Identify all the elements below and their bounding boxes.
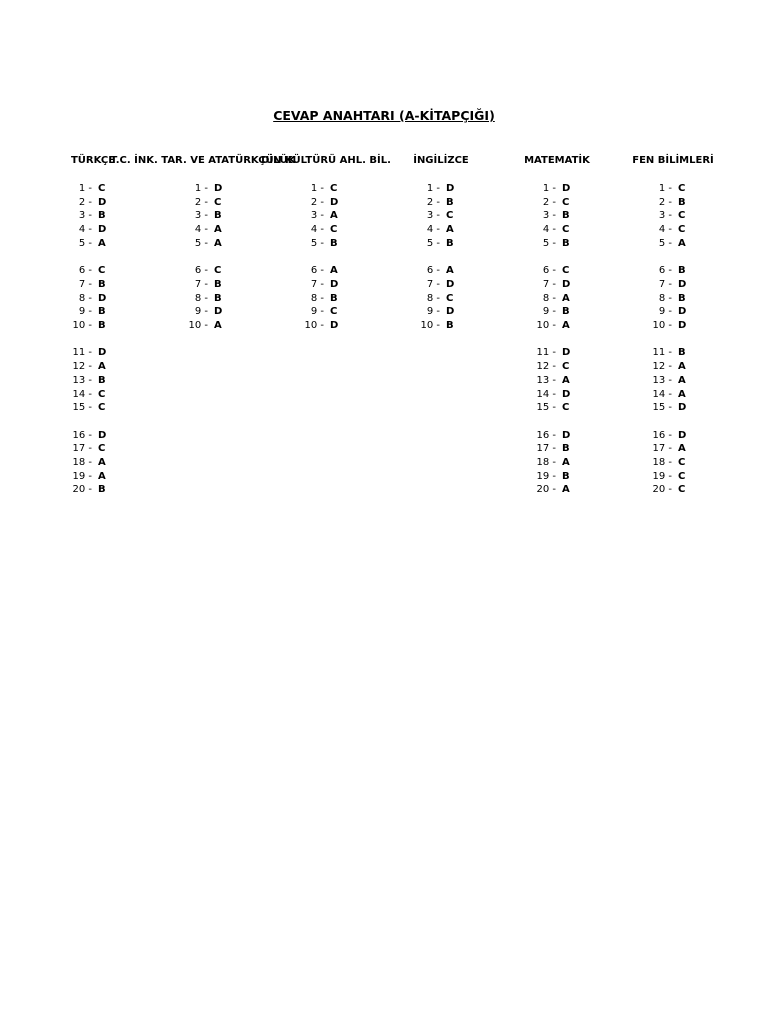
answer-letter: B	[214, 278, 222, 290]
answer-letter: A	[562, 292, 570, 304]
answer-letter: D	[562, 278, 571, 290]
answer-letter: A	[678, 388, 686, 400]
question-number: 8 -	[78, 292, 92, 304]
answer-row	[264, 264, 338, 278]
answer-row	[264, 223, 338, 237]
answer-letter: A	[446, 265, 454, 277]
answer-row	[264, 278, 339, 292]
answer-letter: C	[562, 224, 570, 236]
answer-row	[32, 429, 107, 443]
answer-row	[612, 442, 686, 456]
answer-letter: D	[98, 347, 107, 359]
answer-letter: B	[678, 196, 686, 208]
answer-row	[32, 374, 106, 388]
answer-row	[612, 237, 686, 251]
answer-letter: B	[446, 196, 454, 208]
answer-letter: C	[98, 183, 106, 194]
answer-letter: B	[98, 210, 106, 222]
answer-row	[496, 429, 571, 443]
answer-row	[496, 388, 571, 402]
question-number: 4 -	[426, 224, 440, 236]
question-number: 3 -	[658, 210, 672, 222]
question-number: 14 -	[536, 388, 556, 400]
answer-letter: D	[446, 183, 455, 194]
answer-row	[612, 209, 686, 223]
subject-header: İNGİLİZCE	[413, 155, 469, 166]
answer-row	[32, 223, 107, 237]
answer-row	[32, 319, 106, 333]
answer-row	[612, 470, 686, 484]
question-number: 19 -	[652, 470, 672, 482]
answer-row	[380, 223, 454, 237]
answer-row	[496, 264, 570, 278]
answer-row	[496, 319, 570, 333]
answer-letter: A	[330, 265, 338, 277]
question-number: 16 -	[72, 429, 92, 441]
answer-letter: B	[214, 292, 222, 304]
question-number: 9 -	[658, 306, 672, 318]
answer-letter: C	[678, 470, 686, 482]
answer-row	[148, 292, 222, 306]
answer-row	[612, 374, 686, 388]
answer-row	[32, 196, 107, 210]
question-number: 10 -	[652, 320, 672, 331]
question-number: 9 -	[78, 306, 92, 318]
question-number: 5 -	[194, 237, 208, 249]
answer-row	[148, 305, 223, 319]
question-number: 8 -	[194, 292, 208, 304]
question-number: 3 -	[310, 210, 324, 222]
question-number: 6 -	[426, 265, 440, 277]
answer-letter: B	[678, 265, 686, 277]
answer-letter: A	[98, 237, 106, 249]
answer-letter: B	[98, 306, 106, 318]
question-number: 20 -	[652, 484, 672, 496]
answer-letter: A	[98, 457, 106, 468]
question-number: 7 -	[426, 278, 440, 290]
answer-letter: C	[98, 265, 106, 277]
answer-row	[496, 470, 570, 484]
answer-letter: D	[678, 278, 687, 290]
answer-row	[380, 305, 455, 319]
answer-letter: B	[330, 292, 338, 304]
answer-row	[32, 388, 106, 402]
question-number: 3 -	[426, 210, 440, 222]
answer-letter: C	[562, 361, 570, 373]
question-number: 5 -	[658, 237, 672, 249]
answer-row	[612, 346, 686, 360]
answer-letter: B	[98, 278, 106, 290]
question-number: 18 -	[72, 457, 92, 468]
answer-letter: B	[446, 320, 454, 331]
answer-letter: A	[562, 374, 570, 386]
answer-row	[32, 292, 107, 306]
subject-header: DİN KÜLTÜRÜ AHL. BİL.	[261, 155, 391, 166]
answer-row	[32, 401, 106, 415]
answer-row	[612, 196, 686, 210]
answer-row	[264, 237, 338, 251]
answer-row	[380, 196, 454, 210]
question-number: 10 -	[188, 320, 208, 331]
answer-row	[264, 305, 338, 319]
answer-row	[148, 278, 222, 292]
answer-row	[496, 182, 571, 196]
subject-header: MATEMATİK	[524, 155, 590, 166]
answer-letter: D	[330, 320, 339, 331]
answer-row	[264, 292, 338, 306]
answer-letter: A	[214, 320, 222, 331]
question-number: 14 -	[652, 388, 672, 400]
answer-letter: A	[562, 320, 570, 331]
answer-letter: A	[214, 237, 222, 249]
answer-letter: D	[678, 320, 687, 331]
answer-letter: C	[446, 292, 454, 304]
answer-letter: A	[98, 361, 106, 373]
question-number: 6 -	[194, 265, 208, 277]
question-number: 4 -	[194, 224, 208, 236]
question-number: 6 -	[542, 265, 556, 277]
answer-row	[496, 278, 571, 292]
answer-row	[612, 292, 686, 306]
answer-letter: B	[562, 443, 570, 455]
question-number: 1 -	[194, 183, 208, 194]
answer-row	[612, 182, 686, 196]
question-number: 9 -	[542, 306, 556, 318]
subject-header: TÜRKÇE	[70, 155, 116, 166]
answer-row	[148, 196, 222, 210]
question-number: 4 -	[658, 224, 672, 236]
question-number: 9 -	[426, 306, 440, 318]
answer-row	[380, 264, 454, 278]
answer-row	[32, 483, 106, 497]
answer-row	[612, 223, 686, 237]
answer-letter: C	[214, 196, 222, 208]
answer-letter: D	[562, 429, 571, 441]
question-number: 8 -	[426, 292, 440, 304]
answer-letter: D	[678, 429, 687, 441]
subject-header: FEN BİLİMLERİ	[632, 155, 714, 166]
answer-row	[496, 346, 571, 360]
answer-row	[380, 319, 454, 333]
answer-row	[32, 346, 107, 360]
answer-letter: B	[98, 374, 106, 386]
answer-row	[32, 237, 106, 251]
question-number: 2 -	[78, 196, 92, 208]
answer-row	[496, 374, 570, 388]
answer-row	[612, 360, 686, 374]
answer-letter: C	[214, 265, 222, 277]
question-number: 6 -	[310, 265, 324, 277]
question-number: 9 -	[194, 306, 208, 318]
answer-letter: C	[562, 402, 570, 414]
question-number: 14 -	[72, 388, 92, 400]
question-number: 1 -	[310, 183, 324, 194]
answer-row	[32, 209, 106, 223]
question-number: 8 -	[542, 292, 556, 304]
answer-letter: B	[330, 237, 338, 249]
question-number: 11 -	[536, 347, 556, 359]
answer-row	[32, 278, 106, 292]
answer-letter: C	[678, 183, 686, 194]
answer-row	[32, 456, 106, 470]
question-number: 13 -	[652, 374, 672, 386]
question-number: 4 -	[78, 224, 92, 236]
answer-row	[496, 442, 570, 456]
question-number: 3 -	[542, 210, 556, 222]
answer-row	[496, 209, 570, 223]
question-number: 10 -	[536, 320, 556, 331]
answer-row	[612, 388, 686, 402]
answer-letter: A	[678, 443, 686, 455]
question-number: 16 -	[536, 429, 556, 441]
subject-header: T.C. İNK. TAR. VE ATATÜRKÇÜLÜK	[110, 155, 296, 166]
answer-row	[32, 442, 106, 456]
answer-row	[612, 483, 686, 497]
question-number: 3 -	[194, 210, 208, 222]
question-number: 6 -	[78, 265, 92, 277]
answer-letter: D	[562, 183, 571, 194]
question-number: 17 -	[72, 443, 92, 455]
question-number: 15 -	[72, 402, 92, 414]
answer-row	[496, 305, 570, 319]
answer-letter: C	[98, 388, 106, 400]
answer-letter: B	[214, 210, 222, 222]
question-number: 20 -	[536, 484, 556, 496]
question-number: 1 -	[426, 183, 440, 194]
answer-letter: A	[678, 374, 686, 386]
answer-row	[148, 209, 222, 223]
answer-letter: B	[562, 306, 570, 318]
answer-letter: D	[98, 292, 107, 304]
answer-letter: D	[330, 278, 339, 290]
answer-row	[380, 292, 454, 306]
answer-letter: D	[678, 306, 687, 318]
answer-letter: C	[98, 402, 106, 414]
answer-row	[496, 401, 570, 415]
answer-row	[496, 237, 570, 251]
answer-row	[264, 196, 339, 210]
answer-row	[148, 264, 222, 278]
answer-letter: D	[98, 429, 107, 441]
answer-row	[32, 305, 106, 319]
answer-row	[32, 182, 106, 196]
question-number: 7 -	[78, 278, 92, 290]
answer-row	[148, 319, 222, 333]
answer-letter: C	[330, 183, 338, 194]
answer-letter: D	[98, 224, 107, 236]
question-number: 19 -	[536, 470, 556, 482]
question-number: 7 -	[658, 278, 672, 290]
question-number: 7 -	[194, 278, 208, 290]
answer-row	[612, 278, 687, 292]
question-number: 4 -	[542, 224, 556, 236]
answer-row	[32, 264, 106, 278]
question-number: 8 -	[310, 292, 324, 304]
answer-letter: C	[562, 265, 570, 277]
answer-row	[496, 196, 570, 210]
answer-row	[612, 305, 687, 319]
answer-row	[496, 456, 570, 470]
answer-row	[380, 237, 454, 251]
answer-row	[612, 401, 687, 415]
answer-letter: A	[330, 210, 338, 222]
answer-letter: C	[446, 210, 454, 222]
answer-row	[380, 209, 454, 223]
answer-row	[496, 292, 570, 306]
question-number: 10 -	[304, 320, 324, 331]
question-number: 17 -	[652, 443, 672, 455]
answer-row	[612, 429, 687, 443]
question-number: 13 -	[536, 374, 556, 386]
answer-row	[612, 456, 686, 470]
answer-letter: C	[330, 306, 338, 318]
answer-letter: C	[562, 196, 570, 208]
answer-letter: D	[214, 183, 223, 194]
answer-letter: B	[678, 347, 686, 359]
answer-letter: B	[98, 320, 106, 331]
answer-row	[264, 209, 338, 223]
question-number: 13 -	[72, 374, 92, 386]
answer-letter: D	[214, 306, 223, 318]
question-number: 2 -	[542, 196, 556, 208]
answer-row	[496, 223, 570, 237]
question-number: 18 -	[536, 457, 556, 468]
question-number: 1 -	[78, 183, 92, 194]
question-number: 3 -	[78, 210, 92, 222]
question-number: 15 -	[536, 402, 556, 414]
question-number: 11 -	[652, 347, 672, 359]
answer-letter: C	[330, 224, 338, 236]
question-number: 2 -	[310, 196, 324, 208]
answer-letter: A	[214, 224, 222, 236]
answer-letter: A	[562, 484, 570, 496]
answer-row	[148, 223, 222, 237]
answer-row	[148, 237, 222, 251]
answer-letter: A	[678, 237, 686, 249]
question-number: 5 -	[78, 237, 92, 249]
answer-row	[380, 278, 455, 292]
answer-row	[380, 182, 455, 196]
answer-letter: D	[562, 388, 571, 400]
question-number: 2 -	[194, 196, 208, 208]
question-number: 2 -	[658, 196, 672, 208]
answer-letter: B	[678, 292, 686, 304]
question-number: 10 -	[420, 320, 440, 331]
question-number: 20 -	[72, 484, 92, 496]
question-number: 5 -	[310, 237, 324, 249]
answer-row	[148, 182, 223, 196]
answer-letter: A	[446, 224, 454, 236]
answer-letter: C	[678, 484, 686, 496]
answer-row	[496, 483, 570, 497]
question-number: 8 -	[658, 292, 672, 304]
answer-letter: B	[446, 237, 454, 249]
question-number: 1 -	[542, 183, 556, 194]
question-number: 16 -	[652, 429, 672, 441]
question-number: 5 -	[426, 237, 440, 249]
question-number: 6 -	[658, 265, 672, 277]
answer-row	[496, 360, 570, 374]
question-number: 12 -	[652, 361, 672, 373]
answer-letter: D	[446, 278, 455, 290]
question-number: 7 -	[310, 278, 324, 290]
question-number: 7 -	[542, 278, 556, 290]
question-number: 9 -	[310, 306, 324, 318]
question-number: 15 -	[652, 402, 672, 414]
answer-letter: D	[330, 196, 339, 208]
answer-letter: A	[562, 457, 570, 468]
answer-row	[32, 470, 106, 484]
answer-letter: C	[678, 210, 686, 222]
answer-row	[32, 360, 106, 374]
question-number: 17 -	[536, 443, 556, 455]
answer-letter: C	[678, 457, 686, 468]
answer-letter: D	[678, 402, 687, 414]
answer-letter: D	[446, 306, 455, 318]
question-number: 2 -	[426, 196, 440, 208]
answer-letter: B	[562, 237, 570, 249]
question-number: 10 -	[72, 320, 92, 331]
answer-letter: A	[678, 361, 686, 373]
answer-letter: C	[98, 443, 106, 455]
question-number: 4 -	[310, 224, 324, 236]
question-number: 1 -	[658, 183, 672, 194]
question-number: 18 -	[652, 457, 672, 468]
answer-row	[612, 264, 686, 278]
answer-letter: A	[98, 470, 106, 482]
question-number: 12 -	[536, 361, 556, 373]
answer-letter: B	[562, 210, 570, 222]
answer-row	[612, 319, 687, 333]
answer-letter: D	[98, 196, 107, 208]
answer-row	[264, 319, 339, 333]
answer-letter: C	[678, 224, 686, 236]
question-number: 5 -	[542, 237, 556, 249]
answer-letter: B	[98, 484, 106, 496]
question-number: 19 -	[72, 470, 92, 482]
question-number: 12 -	[72, 361, 92, 373]
answer-letter: D	[562, 347, 571, 359]
answer-key-subtitle: CEVAP ANAHTARI (A-KİTAPÇIĞI)	[273, 108, 495, 123]
answer-row	[264, 182, 338, 196]
answer-letter: B	[562, 470, 570, 482]
question-number: 11 -	[72, 347, 92, 359]
